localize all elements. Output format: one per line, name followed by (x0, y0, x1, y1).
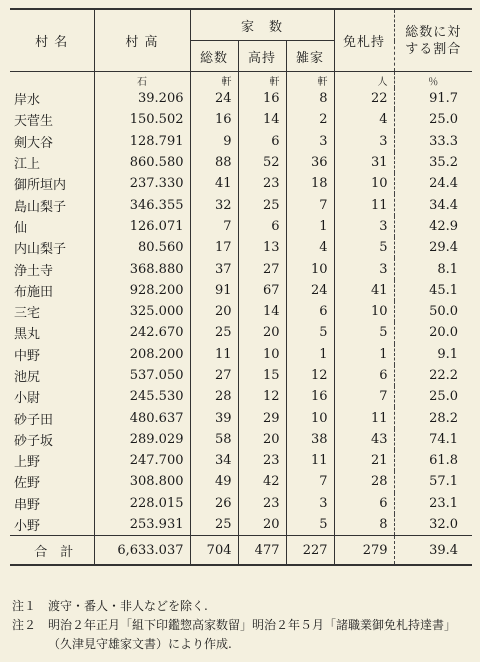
cell-takamochi: 29 (238, 407, 286, 428)
cell-menfuda: 3 (334, 131, 394, 152)
cell-zakka: 10 (286, 407, 334, 428)
cell-takamochi: 52 (238, 152, 286, 173)
note-1 (12, 597, 472, 616)
cell-menfuda: 4 (334, 109, 394, 130)
cell-zakka: 5 (286, 514, 334, 536)
total-label: 合 計 (10, 536, 94, 566)
table-row (10, 301, 472, 322)
cell-zakka: 1 (286, 216, 334, 237)
cell-village: 剣大谷 (14, 135, 54, 151)
cell-ratio: 42.9 (394, 216, 472, 237)
cell-total: 28 (190, 386, 238, 407)
cell-village: 岸水 (14, 93, 41, 109)
cell-kokudaka: 253.931 (94, 514, 190, 536)
header-zakka: 雑家 (286, 41, 334, 72)
cell-menfuda: 10 (334, 173, 394, 194)
unit-takamochi: 軒 (238, 72, 286, 89)
total-menfuda: 279 (334, 536, 394, 566)
cell-kokudaka: 346.355 (94, 194, 190, 215)
total-total: 704 (190, 536, 238, 566)
cell-zakka: 6 (286, 301, 334, 322)
cell-zakka: 5 (286, 322, 334, 343)
table-body (10, 72, 472, 536)
cell-total: 16 (190, 109, 238, 130)
cell-total: 27 (190, 365, 238, 386)
cell-menfuda: 8 (334, 514, 394, 536)
cell-kokudaka: 150.502 (94, 109, 190, 130)
cell-total: 24 (190, 88, 238, 109)
table-row (10, 173, 472, 194)
cell-village: 砂子田 (14, 412, 54, 428)
cell-total: 11 (190, 344, 238, 365)
cell-village: 黒丸 (14, 327, 41, 343)
cell-zakka: 10 (286, 258, 334, 279)
cell-total: 7 (190, 216, 238, 237)
table-row (10, 109, 472, 130)
cell-menfuda: 31 (334, 152, 394, 173)
cell-kokudaka: 126.071 (94, 216, 190, 237)
cell-takamochi: 25 (238, 194, 286, 215)
cell-ratio: 61.8 (394, 450, 472, 471)
total-kokudaka: 6,633.037 (94, 536, 190, 566)
cell-takamochi: 20 (238, 514, 286, 536)
cell-menfuda: 5 (334, 322, 394, 343)
cell-kokudaka: 80.560 (94, 237, 190, 258)
header-menfuda: 免札持 (334, 9, 394, 72)
cell-zakka: 36 (286, 152, 334, 173)
cell-kokudaka: 128.791 (94, 131, 190, 152)
cell-total: 25 (190, 514, 238, 536)
cell-takamochi: 23 (238, 493, 286, 514)
unit-zakka: 軒 (286, 72, 334, 89)
cell-menfuda: 3 (334, 258, 394, 279)
cell-total: 34 (190, 450, 238, 471)
table-row (10, 280, 472, 301)
table-row (10, 429, 472, 450)
cell-menfuda: 6 (334, 493, 394, 514)
cell-takamochi: 23 (238, 450, 286, 471)
cell-village: 仙 (14, 220, 28, 236)
cell-total: 41 (190, 173, 238, 194)
cell-takamochi: 15 (238, 365, 286, 386)
cell-kokudaka: 368.880 (94, 258, 190, 279)
unit-kokudaka: 石 (94, 72, 190, 89)
cell-village: 小尉 (14, 391, 41, 407)
cell-kokudaka: 537.050 (94, 365, 190, 386)
table-row (10, 407, 472, 428)
cell-ratio: 91.7 (394, 88, 472, 109)
cell-ratio: 50.0 (394, 301, 472, 322)
cell-ratio: 74.1 (394, 429, 472, 450)
cell-menfuda: 6 (334, 365, 394, 386)
header-ratio (394, 9, 472, 72)
cell-kokudaka: 308.800 (94, 471, 190, 492)
cell-ratio: 32.0 (394, 514, 472, 536)
cell-zakka: 4 (286, 237, 334, 258)
cell-takamochi: 27 (238, 258, 286, 279)
cell-ratio: 57.1 (394, 471, 472, 492)
table-row (10, 514, 472, 536)
cell-total: 9 (190, 131, 238, 152)
cell-total: 25 (190, 322, 238, 343)
cell-village: 串野 (14, 497, 41, 513)
cell-ratio: 25.0 (394, 109, 472, 130)
cell-kokudaka: 860.580 (94, 152, 190, 173)
header-total: 総数 (190, 41, 238, 72)
cell-total: 88 (190, 152, 238, 173)
cell-takamochi: 67 (238, 280, 286, 301)
cell-kokudaka: 325.000 (94, 301, 190, 322)
units-row (10, 72, 472, 89)
cell-menfuda: 11 (334, 407, 394, 428)
table-row (10, 493, 472, 514)
cell-menfuda: 22 (334, 88, 394, 109)
cell-takamochi: 20 (238, 322, 286, 343)
cell-ratio: 20.0 (394, 322, 472, 343)
cell-takamochi: 10 (238, 344, 286, 365)
unit-ratio: ％ (394, 72, 472, 89)
cell-menfuda: 3 (334, 216, 394, 237)
cell-zakka: 7 (286, 471, 334, 492)
note-2-label: 注２ (12, 618, 37, 632)
cell-zakka: 16 (286, 386, 334, 407)
cell-takamochi: 14 (238, 109, 286, 130)
cell-zakka: 7 (286, 194, 334, 215)
cell-menfuda: 43 (334, 429, 394, 450)
cell-menfuda: 41 (334, 280, 394, 301)
cell-village: 上野 (14, 455, 41, 471)
cell-takamochi: 16 (238, 88, 286, 109)
household-table (10, 8, 472, 566)
unit-total: 軒 (190, 72, 238, 89)
total-row (10, 536, 472, 566)
header-households: 家 数 (190, 9, 334, 41)
cell-menfuda: 7 (334, 386, 394, 407)
unit-village (10, 72, 94, 89)
cell-village: 砂子坂 (14, 433, 54, 449)
cell-zakka: 1 (286, 344, 334, 365)
table-row (10, 471, 472, 492)
cell-total: 17 (190, 237, 238, 258)
cell-takamochi: 14 (238, 301, 286, 322)
cell-village: 小野 (14, 519, 41, 535)
table-row (10, 194, 472, 215)
header-ratio-line2: する割合 (405, 41, 462, 57)
note-2 (12, 616, 472, 654)
total-takamochi: 477 (238, 536, 286, 566)
cell-village: 三宅 (14, 306, 41, 322)
cell-ratio: 28.2 (394, 407, 472, 428)
cell-total: 49 (190, 471, 238, 492)
cell-kokudaka: 289.029 (94, 429, 190, 450)
cell-takamochi: 6 (238, 216, 286, 237)
table-row (10, 322, 472, 343)
cell-ratio: 45.1 (394, 280, 472, 301)
cell-village: 中野 (14, 348, 41, 364)
cell-village: 浄土寺 (14, 263, 54, 279)
cell-ratio: 35.2 (394, 152, 472, 173)
cell-ratio: 24.4 (394, 173, 472, 194)
cell-kokudaka: 247.700 (94, 450, 190, 471)
cell-zakka: 18 (286, 173, 334, 194)
cell-zakka: 3 (286, 493, 334, 514)
header-kokudaka: 村 高 (94, 9, 190, 72)
table-row (10, 258, 472, 279)
cell-ratio: 29.4 (394, 237, 472, 258)
cell-takamochi: 20 (238, 429, 286, 450)
table-row (10, 237, 472, 258)
cell-takamochi: 13 (238, 237, 286, 258)
cell-kokudaka: 928.200 (94, 280, 190, 301)
cell-village: 御所垣内 (14, 178, 67, 194)
total-ratio: 39.4 (394, 536, 472, 566)
cell-total: 39 (190, 407, 238, 428)
cell-menfuda: 10 (334, 301, 394, 322)
cell-ratio: 33.3 (394, 131, 472, 152)
cell-kokudaka: 228.015 (94, 493, 190, 514)
table-row (10, 152, 472, 173)
note-2-text: 明治２年正月「組下印鑑惣高家数留」明治２年５月「諸職業御免札持達書」（久津見守雄家文書）により作成. (48, 618, 457, 651)
cell-village: 内山梨子 (14, 242, 67, 258)
cell-village: 佐野 (14, 476, 41, 492)
cell-ratio: 9.1 (394, 344, 472, 365)
cell-menfuda: 11 (334, 194, 394, 215)
header-village: 村 名 (10, 9, 94, 72)
cell-kokudaka: 245.530 (94, 386, 190, 407)
cell-menfuda: 1 (334, 344, 394, 365)
cell-kokudaka: 480.637 (94, 407, 190, 428)
cell-takamochi: 42 (238, 471, 286, 492)
cell-takamochi: 23 (238, 173, 286, 194)
table-row (10, 386, 472, 407)
cell-menfuda: 5 (334, 237, 394, 258)
cell-zakka: 2 (286, 109, 334, 130)
cell-menfuda: 21 (334, 450, 394, 471)
table-row (10, 216, 472, 237)
cell-menfuda: 28 (334, 471, 394, 492)
cell-total: 20 (190, 301, 238, 322)
header-takamochi: 高持 (238, 41, 286, 72)
cell-village: 池尻 (14, 370, 41, 385)
table-row (10, 88, 472, 109)
cell-total: 58 (190, 429, 238, 450)
total-zakka: 227 (286, 536, 334, 566)
cell-ratio: 22.2 (394, 365, 472, 386)
cell-total: 37 (190, 258, 238, 279)
table-row (10, 344, 472, 365)
notes (12, 597, 472, 654)
header-ratio-line1: 総数に対 (405, 24, 462, 40)
table-row (10, 365, 472, 386)
table-row (10, 131, 472, 152)
cell-zakka: 8 (286, 88, 334, 109)
cell-zakka: 11 (286, 450, 334, 471)
cell-ratio: 23.1 (394, 493, 472, 514)
cell-ratio: 8.1 (394, 258, 472, 279)
cell-kokudaka: 39.206 (94, 88, 190, 109)
cell-zakka: 24 (286, 280, 334, 301)
cell-ratio: 25.0 (394, 386, 472, 407)
cell-kokudaka: 208.200 (94, 344, 190, 365)
cell-village: 天菅生 (14, 114, 54, 130)
cell-total: 32 (190, 194, 238, 215)
cell-total: 91 (190, 280, 238, 301)
cell-village: 布施田 (14, 284, 54, 300)
table-row (10, 450, 472, 471)
cell-takamochi: 6 (238, 131, 286, 152)
cell-zakka: 12 (286, 365, 334, 386)
cell-village: 島山梨子 (14, 199, 67, 215)
unit-menfuda: 人 (334, 72, 394, 89)
note-1-label: 注１ (12, 599, 37, 613)
cell-takamochi: 12 (238, 386, 286, 407)
cell-village: 江上 (14, 157, 41, 173)
note-1-text: 渡守・番人・非人などを除く. (48, 599, 208, 613)
cell-zakka: 38 (286, 429, 334, 450)
cell-total: 26 (190, 493, 238, 514)
cell-zakka: 3 (286, 131, 334, 152)
cell-kokudaka: 237.330 (94, 173, 190, 194)
cell-kokudaka: 242.670 (94, 322, 190, 343)
cell-ratio: 34.4 (394, 194, 472, 215)
